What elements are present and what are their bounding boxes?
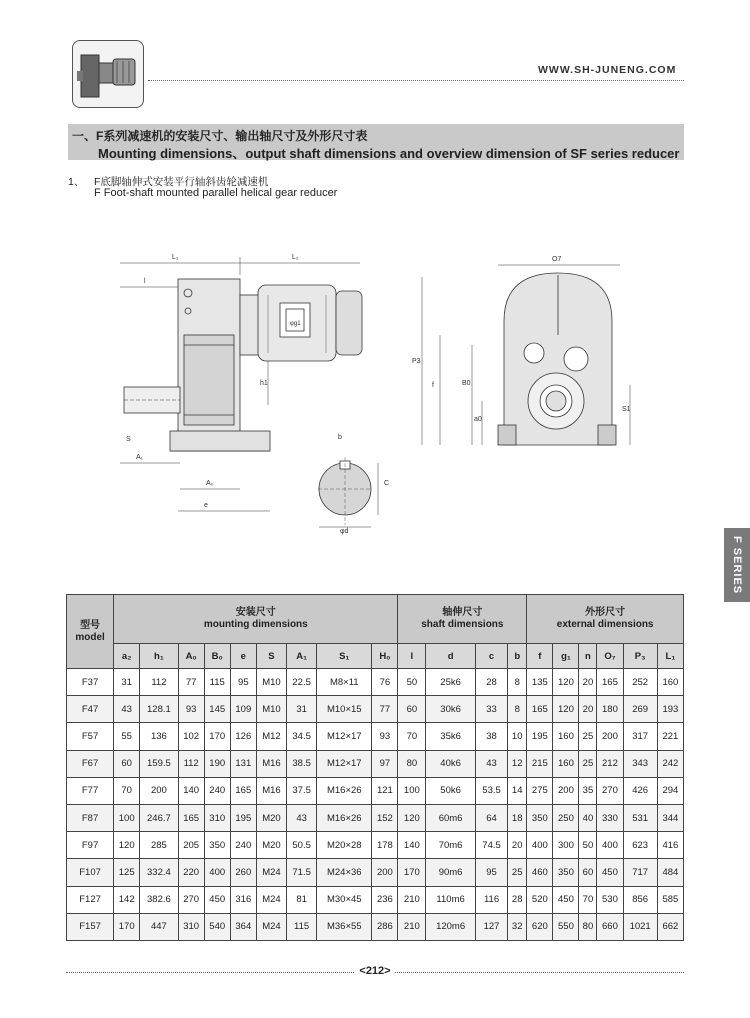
mounting-header-en: mounting dimensions: [203, 619, 308, 630]
table-cell: 14: [508, 777, 527, 804]
table-cell: 110m6: [426, 886, 476, 913]
table-cell: 662: [657, 913, 683, 940]
table-cell: 450: [597, 859, 623, 886]
table-cell: 294: [657, 777, 683, 804]
table-cell: M10: [256, 696, 286, 723]
table-cell: 112: [140, 669, 178, 696]
table-cell: 240: [230, 832, 256, 859]
table-cell: 120: [553, 669, 579, 696]
table-cell: M30×45: [317, 886, 372, 913]
table-cell: 37.5: [287, 777, 317, 804]
table-cell: 200: [140, 777, 178, 804]
table-cell: 195: [527, 723, 553, 750]
table-cell: 40: [579, 804, 597, 831]
table-cell: 131: [230, 750, 256, 777]
table-cell: 165: [527, 696, 553, 723]
subsection-number: 1、: [68, 176, 85, 188]
table-cell: 60: [114, 750, 140, 777]
shaft-section-view: [318, 434, 389, 535]
table-cell: 220: [178, 859, 204, 886]
table-cell: 31: [114, 669, 140, 696]
table-cell: 38: [475, 723, 507, 750]
table-cell: 447: [140, 913, 178, 940]
table-cell: 310: [178, 913, 204, 940]
table-cell: 382.6: [140, 886, 178, 913]
table-cell: 540: [204, 913, 230, 940]
table-cell: M20: [256, 804, 286, 831]
table-cell: 28: [475, 669, 507, 696]
table-cell: 53.5: [475, 777, 507, 804]
table-cell: 25k6: [426, 669, 476, 696]
table-cell: 316: [230, 886, 256, 913]
column-header: f: [527, 644, 553, 669]
label-C: C: [384, 480, 390, 487]
front-view: [412, 256, 631, 445]
table-cell: 50: [579, 832, 597, 859]
mounting-header: [114, 595, 398, 644]
table-cell: 109: [230, 696, 256, 723]
column-header: P₃: [623, 644, 657, 669]
table-cell: 18: [508, 804, 527, 831]
dimensions-table: [66, 594, 684, 941]
column-header: b: [508, 644, 527, 669]
table-cell: 33: [475, 696, 507, 723]
column-header: n: [579, 644, 597, 669]
table-cell: 212: [597, 750, 623, 777]
subsection-title-en: F Foot-shaft mounted parallel helical gear reducer: [94, 187, 338, 199]
table-cell: 70: [114, 777, 140, 804]
table-cell: 125: [114, 859, 140, 886]
product-thumbnail: [72, 40, 144, 108]
table-cell: 135: [527, 669, 553, 696]
column-header: l: [398, 644, 426, 669]
table-cell: M24×36: [317, 859, 372, 886]
table-row: [67, 886, 684, 913]
label-O7: O7: [552, 256, 562, 263]
table-cell: 195: [230, 804, 256, 831]
table-cell: 32: [508, 913, 527, 940]
table-cell: 77: [178, 669, 204, 696]
table-cell: 450: [204, 886, 230, 913]
table-cell: 484: [657, 859, 683, 886]
table-cell: 95: [230, 669, 256, 696]
table-row: [67, 777, 684, 804]
table-cell: 193: [657, 696, 683, 723]
table-cell: 426: [623, 777, 657, 804]
table-cell: 620: [527, 913, 553, 940]
table-cell: 717: [623, 859, 657, 886]
table-cell: 416: [657, 832, 683, 859]
table-cell: M12: [256, 723, 286, 750]
table-cell: 120: [553, 696, 579, 723]
label-f: f: [432, 382, 434, 389]
table-cell: 170: [204, 723, 230, 750]
table-cell: 450: [553, 886, 579, 913]
model-cell: F157: [67, 913, 114, 940]
table-cell: 170: [114, 913, 140, 940]
table-cell: 400: [527, 832, 553, 859]
table-cell: M24: [256, 859, 286, 886]
table-cell: 350: [553, 859, 579, 886]
table-cell: M10×15: [317, 696, 372, 723]
table-cell: 240: [204, 777, 230, 804]
label-b: b: [338, 434, 342, 441]
table-cell: M12×17: [317, 723, 372, 750]
table-cell: 159.5: [140, 750, 178, 777]
label-L1: L₁: [172, 254, 179, 261]
table-cell: 530: [597, 886, 623, 913]
section-banner: [68, 124, 684, 160]
table-cell: 128.1: [140, 696, 178, 723]
table-cell: 38.5: [287, 750, 317, 777]
table-cell: 350: [204, 832, 230, 859]
table-cell: 364: [230, 913, 256, 940]
table-cell: 344: [657, 804, 683, 831]
model-cell: F127: [67, 886, 114, 913]
external-header-en: external dimensions: [556, 619, 654, 630]
table-cell: 80: [579, 913, 597, 940]
table-cell: 585: [657, 886, 683, 913]
table-cell: 81: [287, 886, 317, 913]
table-cell: 531: [623, 804, 657, 831]
table-cell: 286: [372, 913, 398, 940]
table-cell: 35: [579, 777, 597, 804]
table-cell: 115: [204, 669, 230, 696]
table-cell: 64: [475, 804, 507, 831]
table-cell: M24: [256, 886, 286, 913]
column-header: A₁: [287, 644, 317, 669]
table-cell: M8×11: [317, 669, 372, 696]
table-cell: 242: [657, 750, 683, 777]
table-cell: 160: [657, 669, 683, 696]
table-row: [67, 750, 684, 777]
mounting-header-cn: 安装尺寸: [235, 607, 276, 618]
table-cell: 93: [178, 696, 204, 723]
table-cell: 60m6: [426, 804, 476, 831]
table-cell: 100: [398, 777, 426, 804]
column-header: S₁: [317, 644, 372, 669]
column-header: L₁: [657, 644, 683, 669]
table-cell: 215: [527, 750, 553, 777]
table-cell: 22.5: [287, 669, 317, 696]
table-cell: M20: [256, 832, 286, 859]
shaft-header-en: shaft dimensions: [421, 619, 504, 630]
table-cell: 142: [114, 886, 140, 913]
table-cell: 77: [372, 696, 398, 723]
table-cell: 31: [287, 696, 317, 723]
table-cell: 165: [230, 777, 256, 804]
label-L2: L₂: [292, 254, 299, 261]
table-cell: 120: [398, 804, 426, 831]
table-cell: 40k6: [426, 750, 476, 777]
table-cell: 205: [178, 832, 204, 859]
model-cell: F107: [67, 859, 114, 886]
table-cell: 160: [553, 723, 579, 750]
table-row: [67, 804, 684, 831]
table-cell: 30k6: [426, 696, 476, 723]
table-cell: 120: [114, 832, 140, 859]
table-cell: 140: [398, 832, 426, 859]
table-row: [67, 832, 684, 859]
table-cell: 260: [230, 859, 256, 886]
table-cell: 20: [508, 832, 527, 859]
table-cell: 71.5: [287, 859, 317, 886]
table-cell: 152: [372, 804, 398, 831]
table-cell: M20×28: [317, 832, 372, 859]
table-cell: 8: [508, 696, 527, 723]
table-cell: 116: [475, 886, 507, 913]
table-cell: 200: [372, 859, 398, 886]
label-P3: P3: [412, 358, 421, 365]
label-B0: B0: [462, 380, 471, 387]
table-cell: 35k6: [426, 723, 476, 750]
table-cell: 350: [527, 804, 553, 831]
table-cell: 160: [553, 750, 579, 777]
label-A1: A₁: [136, 454, 144, 461]
table-cell: 221: [657, 723, 683, 750]
label-g1: φg1: [290, 321, 301, 327]
table-cell: 34.5: [287, 723, 317, 750]
model-cell: F37: [67, 669, 114, 696]
table-cell: 80: [398, 750, 426, 777]
label-S: S: [126, 436, 131, 443]
table-cell: 70m6: [426, 832, 476, 859]
table-cell: 400: [597, 832, 623, 859]
table-cell: 178: [372, 832, 398, 859]
table-cell: 210: [398, 913, 426, 940]
table-cell: 246.7: [140, 804, 178, 831]
table-cell: M12×17: [317, 750, 372, 777]
table-cell: 100: [114, 804, 140, 831]
website-url[interactable]: WWW.SH-JUNENG.COM: [538, 64, 677, 76]
model-cell: F67: [67, 750, 114, 777]
table-cell: 97: [372, 750, 398, 777]
shaft-header: [398, 595, 527, 644]
column-header: e: [230, 644, 256, 669]
table-cell: M16: [256, 750, 286, 777]
table-cell: 550: [553, 913, 579, 940]
label-a0: a0: [474, 416, 482, 423]
model-cell: F57: [67, 723, 114, 750]
table-cell: 126: [230, 723, 256, 750]
column-header: B₀: [204, 644, 230, 669]
page-number: [0, 965, 750, 977]
label-d: φd: [340, 528, 349, 535]
table-cell: M16×26: [317, 804, 372, 831]
header-divider: [148, 80, 684, 81]
table-cell: 170: [398, 859, 426, 886]
table-cell: 136: [140, 723, 178, 750]
label-e: e: [204, 502, 208, 509]
table-cell: 120m6: [426, 913, 476, 940]
table-cell: 28: [508, 886, 527, 913]
label-S1: S1: [622, 406, 631, 413]
table-cell: 165: [597, 669, 623, 696]
table-group-header-row: [67, 595, 684, 644]
table-cell: M24: [256, 913, 286, 940]
section-title-cn: 一、F系列减速机的安装尺寸、输出轴尺寸及外形尺寸表: [72, 129, 368, 143]
table-cell: 102: [178, 723, 204, 750]
table-cell: 317: [623, 723, 657, 750]
column-header: a₂: [114, 644, 140, 669]
external-header: [527, 595, 684, 644]
page-number-text: <212>: [355, 965, 394, 977]
column-header: O₇: [597, 644, 623, 669]
table-cell: 90m6: [426, 859, 476, 886]
column-header: h₁: [140, 644, 178, 669]
table-cell: 43: [114, 696, 140, 723]
table-cell: 25: [508, 859, 527, 886]
label-A0: A₀: [206, 480, 214, 487]
table-cell: 269: [623, 696, 657, 723]
table-cell: M36×55: [317, 913, 372, 940]
table-cell: 112: [178, 750, 204, 777]
table-cell: 25: [579, 750, 597, 777]
table-cell: 200: [553, 777, 579, 804]
table-row: [67, 859, 684, 886]
table-row: [67, 723, 684, 750]
table-cell: 285: [140, 832, 178, 859]
table-column-header-row: [67, 644, 684, 669]
table-cell: 8: [508, 669, 527, 696]
table-row: [67, 913, 684, 940]
table-cell: 145: [204, 696, 230, 723]
table-cell: 95: [475, 859, 507, 886]
column-header: A₀: [178, 644, 204, 669]
table-cell: 50k6: [426, 777, 476, 804]
table-cell: 856: [623, 886, 657, 913]
table-cell: 55: [114, 723, 140, 750]
table-cell: 520: [527, 886, 553, 913]
table-cell: 60: [398, 696, 426, 723]
table-row: [67, 696, 684, 723]
table-cell: 140: [178, 777, 204, 804]
table-cell: 343: [623, 750, 657, 777]
table-cell: 210: [398, 886, 426, 913]
table-cell: 121: [372, 777, 398, 804]
table-cell: 43: [287, 804, 317, 831]
section-title-en: Mounting dimensions、output shaft dimensions and overview dimension of SF series reducer: [98, 146, 680, 161]
table-cell: 330: [597, 804, 623, 831]
table-cell: 165: [178, 804, 204, 831]
table-cell: 10: [508, 723, 527, 750]
label-l: l: [144, 278, 146, 285]
table-cell: 43: [475, 750, 507, 777]
model-cell: F97: [67, 832, 114, 859]
table-row: [67, 669, 684, 696]
table-cell: 70: [398, 723, 426, 750]
table-cell: 200: [597, 723, 623, 750]
table-cell: 660: [597, 913, 623, 940]
model-header: [67, 595, 114, 669]
table-cell: 1021: [623, 913, 657, 940]
table-cell: 20: [579, 696, 597, 723]
external-header-cn: 外形尺寸: [585, 607, 626, 618]
table-cell: 12: [508, 750, 527, 777]
table-cell: 236: [372, 886, 398, 913]
column-header: d: [426, 644, 476, 669]
table-cell: 93: [372, 723, 398, 750]
table-cell: 400: [204, 859, 230, 886]
table-cell: M16×26: [317, 777, 372, 804]
dimension-drawing: [100, 235, 660, 555]
subsection-cn-text: F底脚轴伸式安装平行轴斜齿轮减速机: [94, 176, 269, 188]
model-header-cn: 型号: [80, 619, 101, 631]
table-cell: 180: [597, 696, 623, 723]
table-cell: 60: [579, 859, 597, 886]
table-cell: 20: [579, 669, 597, 696]
table-cell: 25: [579, 723, 597, 750]
column-header: c: [475, 644, 507, 669]
table-cell: 74.5: [475, 832, 507, 859]
table-cell: 300: [553, 832, 579, 859]
table-cell: 460: [527, 859, 553, 886]
table-cell: 115: [287, 913, 317, 940]
series-tab[interactable]: F SERIES: [724, 528, 750, 602]
column-header: S: [256, 644, 286, 669]
table-cell: 70: [579, 886, 597, 913]
table-cell: M16: [256, 777, 286, 804]
table-cell: 310: [204, 804, 230, 831]
column-header: g₁: [553, 644, 579, 669]
model-cell: F47: [67, 696, 114, 723]
table-cell: 190: [204, 750, 230, 777]
table-body: [67, 669, 684, 941]
table-cell: M10: [256, 669, 286, 696]
table-cell: 270: [597, 777, 623, 804]
model-cell: F87: [67, 804, 114, 831]
table-cell: 50: [398, 669, 426, 696]
model-header-en: model: [75, 631, 105, 643]
table-cell: 623: [623, 832, 657, 859]
table-cell: 332.4: [140, 859, 178, 886]
column-header: H₀: [372, 644, 398, 669]
table-cell: 252: [623, 669, 657, 696]
table-cell: 127: [475, 913, 507, 940]
shaft-header-cn: 轴伸尺寸: [442, 607, 483, 618]
model-cell: F77: [67, 777, 114, 804]
table-cell: 76: [372, 669, 398, 696]
table-cell: 250: [553, 804, 579, 831]
table-cell: 270: [178, 886, 204, 913]
table-cell: 50.5: [287, 832, 317, 859]
table-cell: 275: [527, 777, 553, 804]
label-h1: h1: [260, 380, 268, 387]
